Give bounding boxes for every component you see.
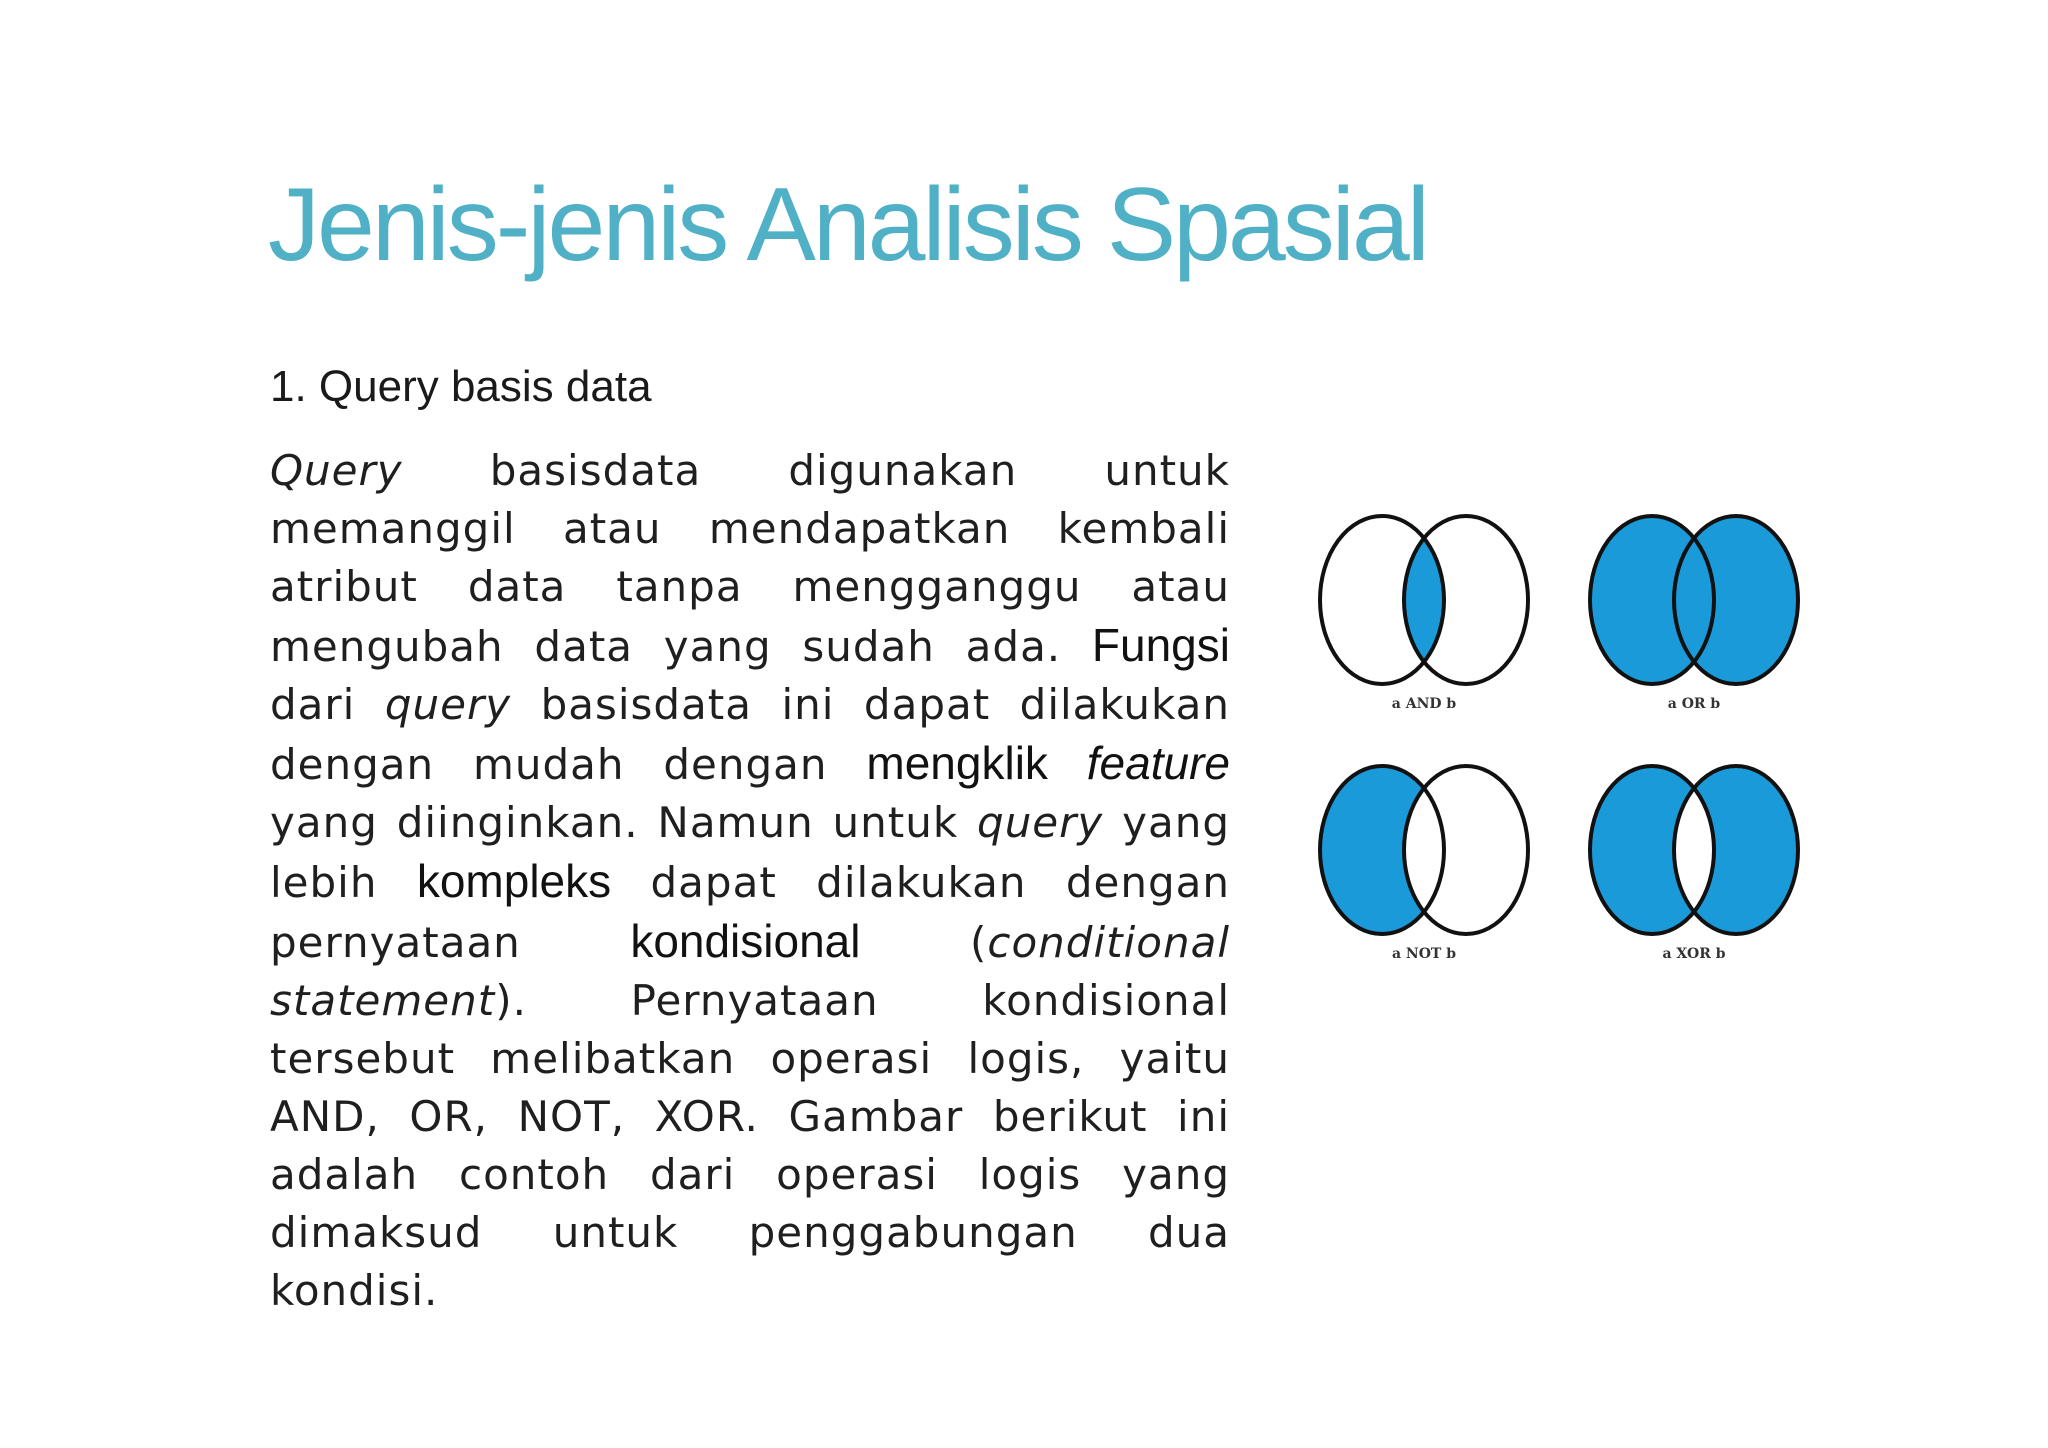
venn-not (1320, 766, 1528, 962)
venn-label: a XOR b (1662, 946, 1726, 962)
paragraph-run: dapat dilakukan dengan pernyataan (270, 858, 1230, 967)
venn-diagrams-figure (1300, 500, 1820, 980)
paragraph-run: dari (270, 680, 385, 729)
venn-and (1320, 516, 1528, 712)
paragraph-run: basisdata ini dapat dilakukan dengan mudah dengan (270, 680, 1230, 789)
paragraph-run (1048, 740, 1087, 789)
body-paragraph (270, 442, 1230, 1320)
paragraph-run: kompleks (416, 855, 612, 907)
venn-label: a OR b (1667, 696, 1721, 712)
paragraph-run: conditional statement (270, 918, 1230, 1025)
paragraph-run: kondisional (630, 915, 861, 967)
paragraph-run: ( (860, 918, 988, 967)
paragraph-run: Query (270, 446, 403, 495)
paragraph-run: query (977, 798, 1104, 847)
paragraph-run: ). Pernyataan kondisional tersebut melibatkan operasi logis, yaitu AND, OR, NOT, XOR. Gambar berikut ini adalah contoh dari operasi logis yang dimaksud untuk penggabungan dua kondisi. (270, 976, 1230, 1315)
venn-or (1590, 516, 1798, 712)
venn-xor (1590, 766, 1798, 962)
venn-label: a NOT b (1391, 946, 1457, 962)
page-title: Jenis-jenis Analisis Spasial (268, 167, 1427, 283)
paragraph-run: query (384, 680, 512, 729)
paragraph-run: mengklik (866, 737, 1048, 789)
section-heading: 1. Query basis data (270, 362, 652, 411)
paragraph-run: Fungsi (1091, 619, 1230, 671)
paragraph-run: yang diinginkan. Namun untuk (270, 798, 978, 847)
paragraph-run: basisdata digunakan untuk memanggil atau mendapatkan kembali atribut data tanpa mengganggu atau mengubah data yang sudah ada. (270, 446, 1230, 671)
venn-label: a AND b (1391, 696, 1457, 712)
paragraph-run: yang lebih (270, 798, 1230, 907)
paragraph-run: feature (1086, 737, 1230, 789)
